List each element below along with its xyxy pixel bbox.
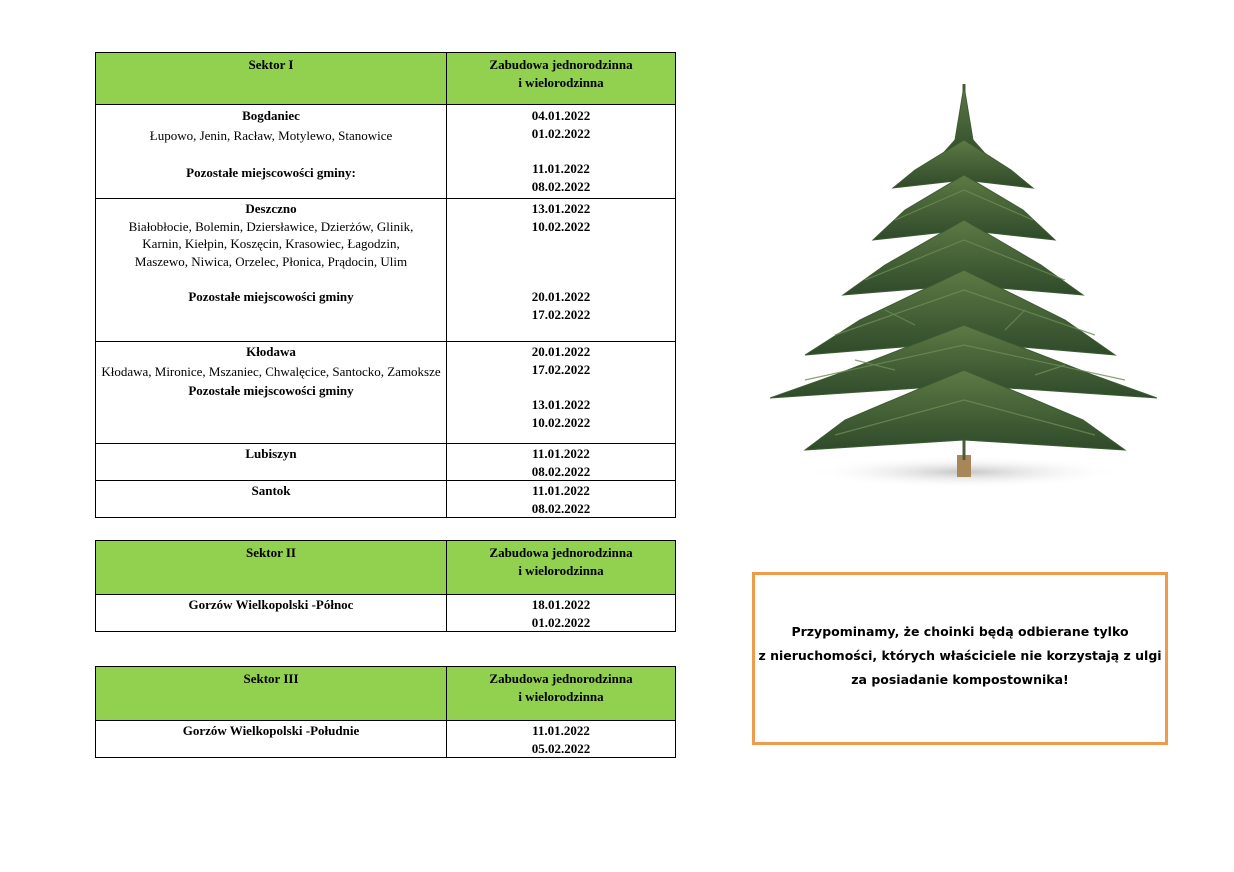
table-row: [96, 199, 676, 342]
date: 20.01.2022: [531, 289, 591, 304]
dates-cell: [447, 595, 676, 632]
date: 10.02.2022: [531, 414, 591, 430]
town-name: Lubiszyn: [96, 444, 447, 481]
table-row: [96, 105, 676, 199]
date: 17.02.2022: [531, 306, 591, 322]
town-name: Gorzów Wielkopolski -Południe: [96, 721, 447, 758]
town-name: Gorzów Wielkopolski -Północ: [96, 595, 447, 632]
location-cell: [96, 199, 447, 342]
date: 18.01.2022: [531, 597, 591, 612]
dates-cell: [447, 444, 676, 481]
date: 13.01.2022: [531, 397, 591, 412]
date: 11.01.2022: [532, 161, 590, 176]
table-row: [96, 444, 676, 481]
sector-3-table: [95, 666, 676, 758]
dates-cell: [447, 199, 676, 342]
header-line-2: i wielorodzinna: [518, 562, 604, 578]
date: 01.02.2022: [531, 614, 591, 630]
date: 20.01.2022: [531, 344, 591, 359]
table-row: [96, 342, 676, 444]
sector-title: Sektor III: [96, 667, 447, 721]
building-type-header: [447, 541, 676, 595]
rest-label: Pozostałe miejscowości gminy:: [186, 165, 356, 180]
dates-cell: [447, 481, 676, 518]
dates-cell: [447, 105, 676, 199]
date: 10.02.2022: [531, 218, 591, 234]
town-name: Deszczno: [245, 201, 297, 216]
notice-box: [752, 572, 1168, 745]
date: 01.02.2022: [531, 125, 591, 141]
header-line-1: Zabudowa jednorodzinna: [489, 57, 633, 72]
town-name: Bogdaniec: [242, 108, 300, 123]
sector-1-table: [95, 52, 676, 518]
date: 04.01.2022: [531, 108, 591, 123]
notice-line: Przypominamy, że choinki będą odbierane tylko: [791, 624, 1129, 639]
rest-label: Pozostałe miejscowości gminy: [188, 289, 354, 304]
table-header-row: [96, 667, 676, 721]
date: 11.01.2022: [532, 483, 590, 498]
town-name: Santok: [96, 481, 447, 518]
date: 11.01.2022: [532, 723, 590, 738]
table-row: [96, 721, 676, 758]
date: 11.01.2022: [532, 446, 590, 461]
dates-cell: [447, 342, 676, 444]
table-header-row: [96, 53, 676, 105]
village-list: Białobłocie, Bolemin, Dziersławice, Dzierżów, Glinik, Karnin, Kiełpin, Koszęcin, Krasowiec, Łagodzin, Maszewo, Niwica, Orzelec, Płonica, Prądocin, Ulim: [128, 218, 414, 269]
date: 08.02.2022: [531, 463, 591, 479]
date: 08.02.2022: [531, 178, 591, 194]
building-type-header: [447, 53, 676, 105]
date: 08.02.2022: [531, 500, 591, 516]
building-type-header: [447, 667, 676, 721]
header-line-2: i wielorodzinna: [518, 688, 604, 704]
town-name: Kłodawa: [246, 344, 296, 359]
rest-label: Pozostałe miejscowości gminy: [188, 382, 354, 398]
notice-line: z nieruchomości, których właściciele nie korzystają z ulgi: [758, 648, 1162, 663]
header-line-1: Zabudowa jednorodzinna: [489, 671, 633, 686]
date: 13.01.2022: [531, 201, 591, 216]
sector-2-table: [95, 540, 676, 632]
christmas-tree-image: [765, 80, 1161, 490]
sector-title: Sektor I: [96, 53, 447, 105]
location-cell: [96, 105, 447, 199]
header-line-1: Zabudowa jednorodzinna: [489, 545, 633, 560]
village-list: Kłodawa, Mironice, Mszaniec, Chwalęcice, Santocko, Zamoksze: [101, 363, 441, 379]
table-row: [96, 481, 676, 518]
location-cell: [96, 342, 447, 444]
date: 17.02.2022: [531, 361, 591, 377]
notice-text: [755, 620, 1165, 692]
date: 05.02.2022: [531, 740, 591, 756]
table-header-row: [96, 541, 676, 595]
header-line-2: i wielorodzinna: [518, 74, 604, 90]
village-list: Łupowo, Jenin, Racław, Motylewo, Stanowice: [149, 127, 393, 143]
dates-cell: [447, 721, 676, 758]
sector-title: Sektor II: [96, 541, 447, 595]
table-row: [96, 595, 676, 632]
notice-line: za posiadanie kompostownika!: [851, 672, 1069, 687]
